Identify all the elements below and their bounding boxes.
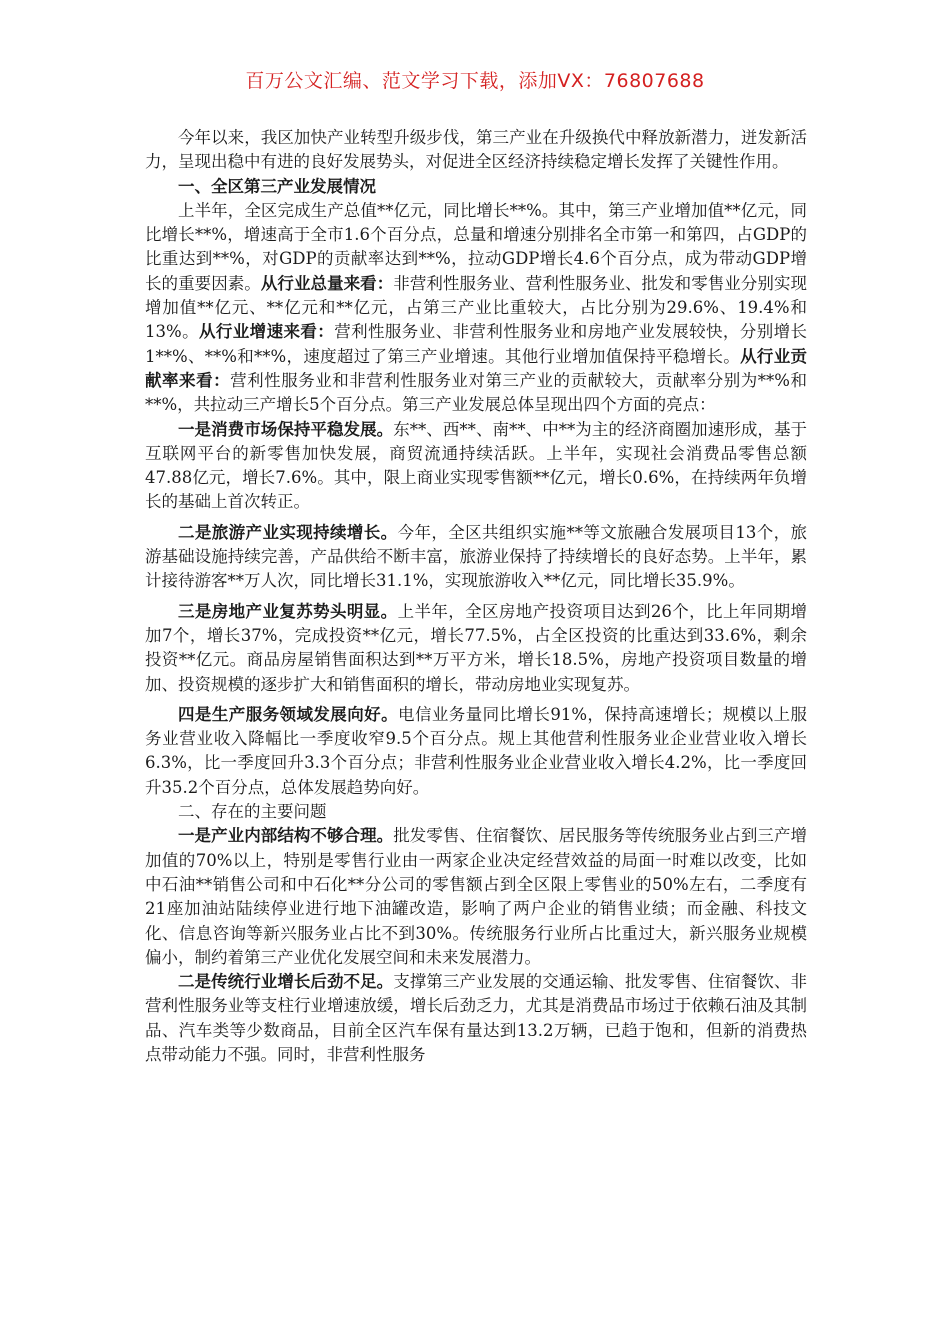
highlight-paragraph-2 [145,521,807,594]
section-heading-1: 一、全区第三产业发展情况 [178,176,376,196]
problem-title-1: 一是产业内部结构不够合理。 [178,826,394,846]
problem-text-2: 支撑第三产业发展的交通运输、批发零售、住宿餐饮、非营利性服务业等支柱行业增速放缓，增长后劲乏力，尤其是消费品市场过于依赖石油及其制品、汽车类等少数商品，目前全区汽车保有量达到13.2万辆，已趋于饱和，但新的消费热点带动能力不强。同时，非营利性服务 [145,972,808,1064]
overview-text-a: 上半年，全区完成生产总值**亿元，同比增长**%。其中，第三产业增加值**亿元，同比增长**%，增速高于全市1.6个百分点，总量和增速分别排名全市第一和第四，占GDP的比重达到**%，对GDP的贡献率达到**%，拉动GDP增长4.6个百分点，成为带动GDP增长的重要因素。 [145,200,807,293]
overview-paragraph [145,199,807,418]
overview-label-contribution: 从行业贡献率来看： [145,346,807,390]
highlight-title-3: 三是房地产业复苏势头明显。 [178,601,398,621]
problem-text-1: 批发零售、住宿餐饮、居民服务等传统服务业占到三产增加值的70%以上，特别是零售行业由一两家企业决定经营效益的局面一时难以改变，比如中石油**销售公司和中石化**分公司的零售额占到全区限上零售业的50%左右，二季度有21座加油站陆续停业进行地下油罐改造，影响了两户企业的销售业绩；而金融、科技文化、信息咨询等新兴服务业占比不到30%。传统服务行业所占比重过大，新兴服务业规模偏小，制约着第三产业优化发展空间和未来发展潜力。 [145,826,808,967]
highlight-text-2: 今年，全区共组织实施**等文旅融合发展项目13个，旅游基础设施持续完善，产品供给不断丰富，旅游业保持了持续增长的良好态势。上半年，累计接待游客**万人次，同比增长31.1%，实现旅游收入**亿元，同比增长35.9%。 [145,522,808,591]
overview-text-e: 营利性服务业、非营利性服务业和房地产业发展较快，分别增长1**%、**%和**%，速度超过了第三产业增速。其他行业增加值保持平稳增长。 [145,322,807,366]
overview-text-c: 非营利性服务业、营利性服务业、批发和零售业分别实现增加值**亿元、**亿元和**亿元，占第三产业比重较大，占比分别为29.6%、19.4%和13%。 [145,273,808,342]
overview-text-g: 营利性服务业和非营利性服务业对第三产业的贡献较大，贡献率分别为**%和**%，共拉动三产增长5个百分点。第三产业发展总体呈现出四个方面的亮点： [145,370,808,415]
overview-label-speed: 从行业增速来看： [198,322,335,342]
section-heading-2: 二、存在的主要问题 [178,802,327,822]
problem-paragraph-2 [145,970,807,1067]
highlight-paragraph-1 [145,418,807,515]
intro-paragraph [145,126,807,175]
highlight-text-1: 东**、西**、南**、中**为主的经济商圈加速形成，基于互联网平台的新零售加快发展，商贸流通持续活跃。上半年，实现社会消费品零售总额47.88亿元，增长7.6%。其中，限上商业实现零售额**亿元，增长0.6%，在持续两年负增长的基础上首次转正。 [145,419,808,512]
highlight-paragraph-3 [145,600,807,697]
highlight-text-3: 上半年，全区房地产投资项目达到26个，比上年同期增加7个，增长37%，完成投资**亿元，增长77.5%，占全区投资的比重达到33.6%，剩余投资**亿元。商品房屋销售面积达到**万平方米，增长18.5%，房地产投资项目数量的增加、投资规模的逐步扩大和销售面积的增长，带动房地业实现复苏。 [145,601,808,694]
highlight-title-1: 一是消费市场保持平稳发展。 [178,419,394,439]
problem-paragraph-1 [145,824,807,970]
problem-title-2: 二是传统行业增长后劲不足。 [178,972,394,992]
overview-label-total: 从行业总量来看： [260,273,394,293]
highlight-title-4: 四是生产服务领域发展向好。 [178,704,399,724]
intro-text: 今年以来，我区加快产业转型升级步伐，第三产业在升级换代中释放新潜力，迸发新活力，呈现出稳中有进的良好发展势头，对促进全区经济持续稳定增长发挥了关键性作用。 [145,128,807,172]
highlight-paragraph-4 [145,703,807,800]
document-body [145,126,807,1067]
highlight-text-4: 电信业务量同比增长91%，保持高速增长；规模以上服务业营业收入降幅比一季度收窄9.5个百分点。规上其他营利性服务业企业营业收入增长6.3%，比一季度回升3.3个百分点；非营利性服务业企业营业收入增长4.2%，比一季度回升35.2个百分点，总体发展趋势向好。 [145,704,808,797]
highlight-title-2: 二是旅游产业实现持续增长。 [178,522,398,542]
watermark-header: 百万公文汇编、范文学习下载，添加VX：76807688 [245,70,705,92]
